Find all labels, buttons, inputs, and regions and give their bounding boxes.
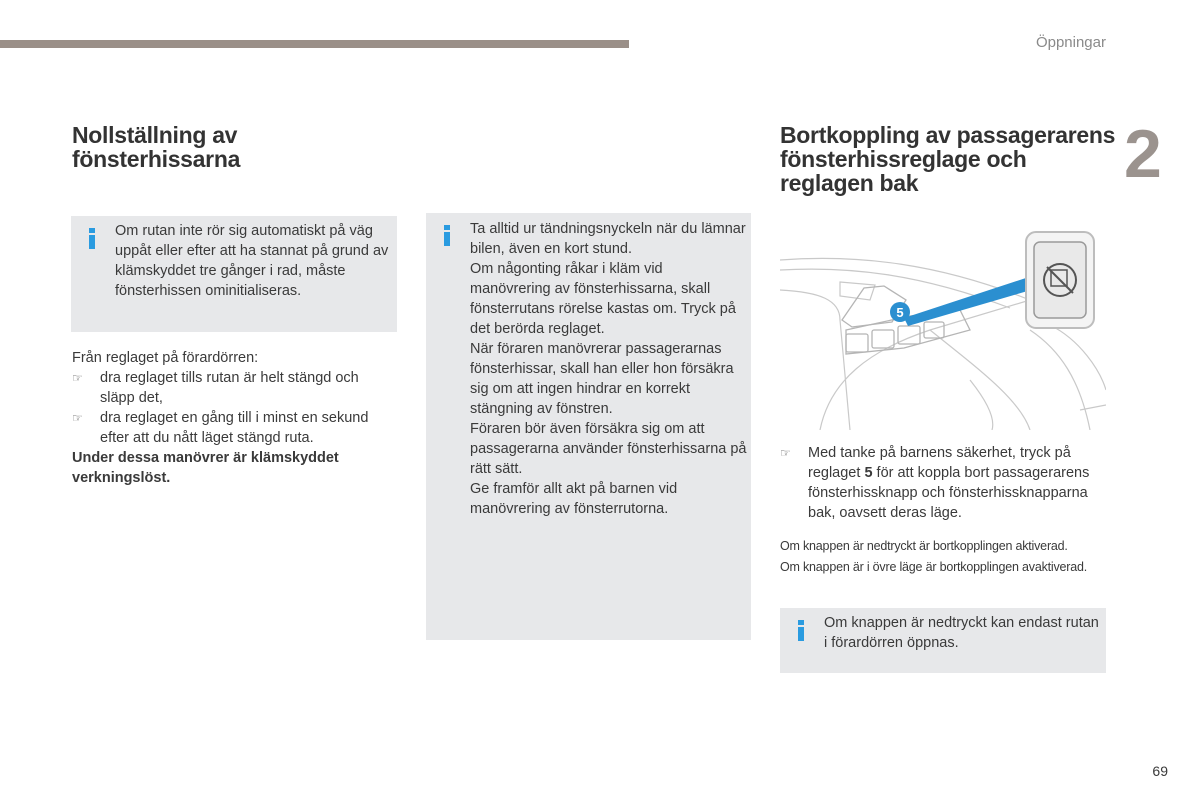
info-icon (796, 620, 806, 640)
left-body (72, 348, 397, 488)
left-info-text: Om rutan inte rör sig automatiskt på väg uppåt eller efter att ha stannat på grund av klämskyddet tre gånger i rad, måste fönsterhissen ominitialiseras. (115, 223, 389, 299)
section-name: Öppningar (1035, 34, 1106, 51)
list-item: ☞ dra reglaget tills rutan är helt stängd och släpp det, (72, 370, 359, 406)
middle-info-text: Ta alltid ur tändningsnyckeln när du lämnar bilen, även en kort stund. Om någonting råkar i kläm vid manövrering av fönsterhissarna, skall fönsterrutans rörelse kastas om. Tryck på det berörda reglaget. När föraren manövrerar passagerarnas fönsterhissar, skall han eller hon försäkra sig om att ingen hindrar en korrekt stängning av fönstren. Föraren bör även försäkra sig om att passagerarna använder fönsterhissarna på rätt sätt. Ge framför allt akt på barnen vid manövrering av fönsterrutorna. (470, 221, 747, 517)
left-intro: Från reglaget på förardörren: (72, 350, 259, 366)
callout-arrow (904, 276, 1038, 326)
door-controls-illustration (780, 230, 1106, 430)
bullet-arrow-icon: ☞ (780, 446, 791, 460)
note-deactivated: Om knappen är i övre läge är bortkopplingen avaktiverad. (780, 559, 1088, 574)
header-bar (0, 40, 629, 48)
right-section-title: Bortkoppling av passagerarens fönsterhissreglage och reglagen bak (780, 122, 1116, 196)
chapter-number: 2 (1124, 116, 1162, 192)
list-item: ☞ Med tanke på barnens säkerhet, tryck på reglaget 5 för att koppla bort passagerarens fönsterhissknapp och fönsterhissknapparna bak, oavsett deras läge. (780, 445, 1090, 521)
left-section-title: Nollställning av fönsterhissarna (72, 122, 241, 172)
middle-info-box (426, 213, 751, 640)
door-panel-drawing (780, 230, 1106, 430)
bullet-arrow-icon: ☞ (72, 411, 83, 425)
right-body (780, 443, 1110, 523)
right-notes (780, 536, 1110, 577)
page-number: 69 (1152, 763, 1168, 779)
info-icon (87, 228, 97, 248)
list-item: ☞ dra reglaget en gång till i minst en sekund efter att du nått läget stängd ruta. (72, 410, 369, 446)
right-info-box (780, 608, 1106, 673)
left-warning: Under dessa manövrer är klämskyddet verkningslöst. (72, 450, 339, 486)
info-icon (442, 225, 452, 245)
bullet-arrow-icon: ☞ (72, 371, 83, 385)
callout-number: 5 (896, 305, 904, 320)
left-info-box (71, 216, 397, 332)
note-activated: Om knappen är nedtryckt är bortkopplingen aktiverad. (780, 539, 1068, 553)
right-info-text: Om knappen är nedtryckt kan endast rutan i förardörren öppnas. (824, 615, 1099, 651)
